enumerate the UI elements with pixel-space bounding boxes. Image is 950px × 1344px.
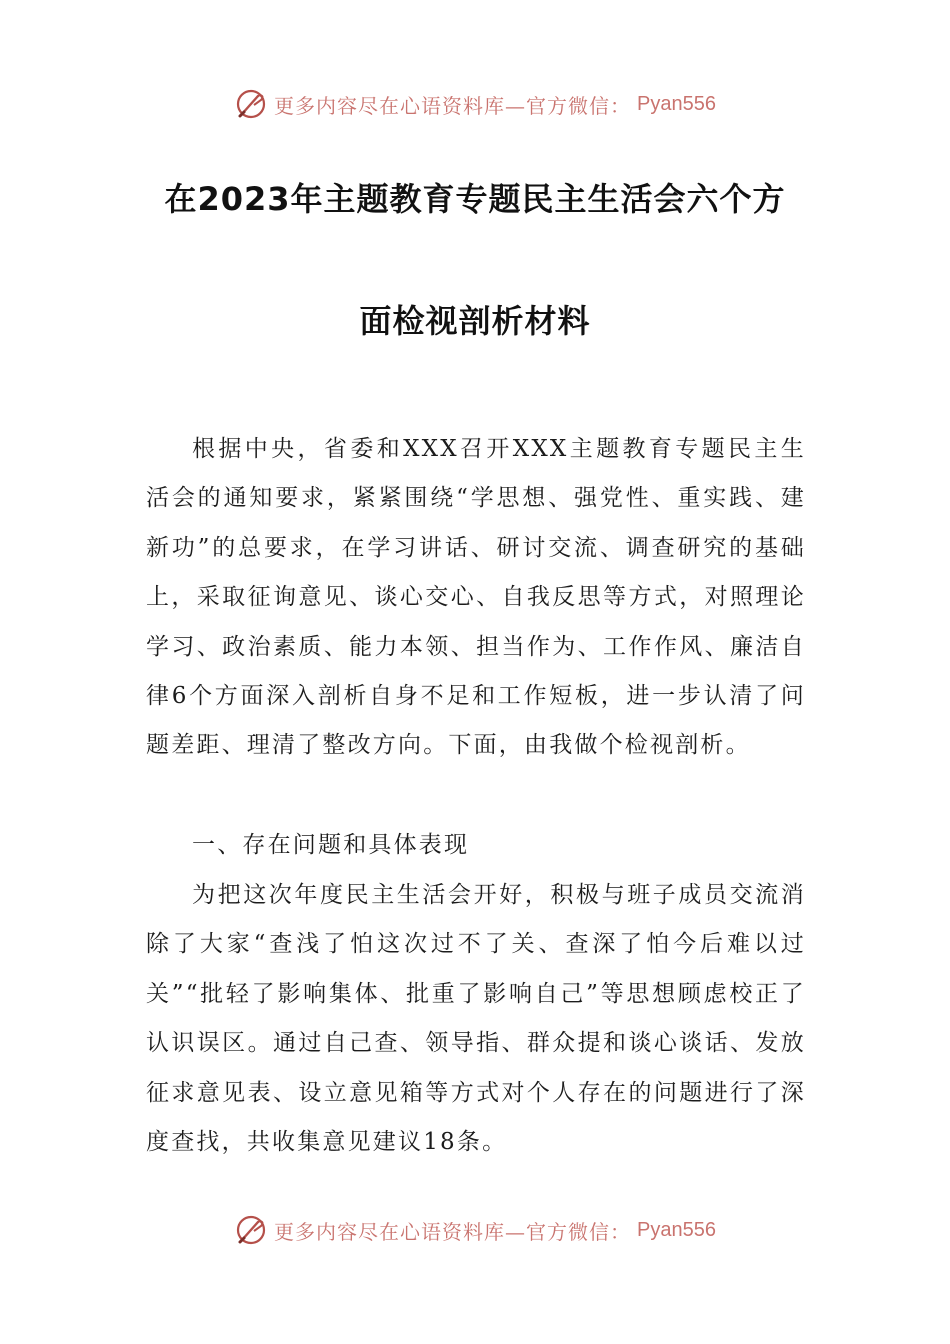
paragraph-text: 为把这次年度民主生活会开好，积极与班子成员交流消除了大家“查浅了怕这次过不了关、查深了怕今后难以过关”“批轻了影响集体、批重了影响自己”等思想顾虑校正了认识误区。通过自己查、领导指、群众提和谈心谈话、发放征求意见表、设立意见箱等方式对个人存在的问题进行了深度查找，共收集意见建议18条。	[146, 882, 806, 1156]
watermark-wechat-id: Pyan556	[637, 1218, 716, 1241]
document-title-line-2: 面检视剖析材料	[359, 302, 591, 340]
document-title-line-1: 在2023年主题教育专题民主生活会六个方	[164, 180, 786, 218]
quill-pen-logo-icon	[234, 87, 268, 121]
body-paragraph-1	[146, 425, 806, 771]
watermark-wechat-id: Pyan556	[637, 92, 716, 115]
paragraph-text: 根据中央，省委和XXX召开XXX主题教育专题民主生活会的通知要求，紧紧围绕“学思想、强党性、重实践、建新功”的总要求，在学习讲话、研讨交流、调查研究的基础上，采取征询意见、谈心交心、自我反思等方式，对照理论学习、政治素质、能力本领、担当作为、工作作风、廉洁自律6个方面深入剖析自身不足和工作短板，进一步认清了问题差距、理清了整改方向。下面，由我做个检视剖析。	[146, 436, 806, 759]
heading-text: 一、存在问题和具体表现	[192, 832, 470, 858]
footer-watermark	[0, 1210, 950, 1250]
quill-pen-logo-icon	[234, 1213, 268, 1247]
body-paragraph-2	[146, 871, 806, 1167]
watermark-text: 更多内容尽在心语资料库—官方微信：	[274, 93, 632, 118]
section-heading-1	[146, 821, 806, 870]
watermark-text: 更多内容尽在心语资料库—官方微信：	[274, 1219, 632, 1244]
header-watermark	[0, 84, 950, 124]
